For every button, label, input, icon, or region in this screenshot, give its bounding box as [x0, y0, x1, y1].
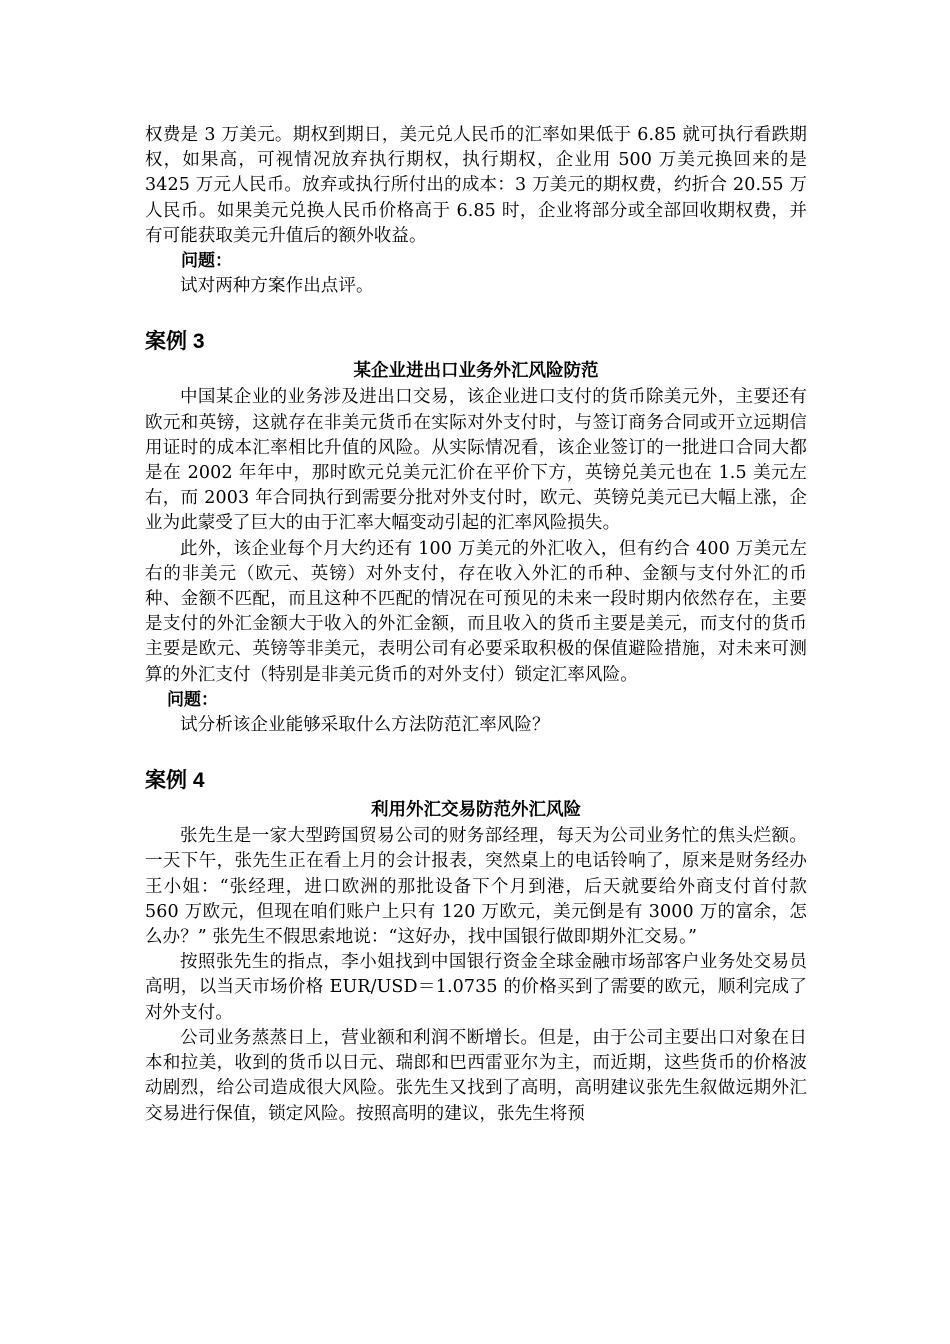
case4-paragraph-3: 公司业务蒸蒸日上，营业额和利润不断增长。但是，由于公司主要出口对象在日本和拉美，收到的货币以日元、瑞郎和巴西雷亚尔为主，而近期，这些货币的价格波动剧烈，给公司造成很大风险。张先生又找到了高明，高明建议张先生叙做远期外汇交易进行保值，锁定风险。按照高明的建议，张先生将预 [145, 1027, 807, 1124]
intro-paragraph: 权费是 3 万美元。期权到期日，美元兑人民币的汇率如果低于 6.85 就可执行看跌期权，如果高，可视情况放弃执行期权，执行期权，企业用 500 万美元换回来的是 3425 万元人民币。放弃或执行所付出的成本：3 万美元的期权费，约折合 20.55 万人民币。如果美元兑换人民币价格高于 6.85 时，企业将部分或全部回收期权费，并有可能获取美元升值后的额外收益。 [145, 125, 807, 246]
intro-question-label: 问题： [181, 251, 232, 272]
case4-title: 利用外汇交易防范外汇风险 [371, 800, 581, 821]
case4-heading: 案例 4 [145, 769, 205, 793]
case3-question: 试分析该企业能够采取什么方法防范汇率风险？ [180, 715, 550, 736]
section-gap [145, 299, 807, 327]
section-gap [145, 738, 807, 766]
case3-paragraph-2: 此外，该企业每个月大约还有 100 万美元的外汇收入，但有约合 400 万美元左右的非美元（欧元、英镑）对外支付，存在收入外汇的币种、金额与支付外汇的币种、金额不匹配，而且这种不匹配的情况在可预见的未来一段时期内依然存在，主要是支付的外汇金额大于收入的外汇金额，而且收入的货币主要是美元，而支付的货币主要是欧元、英镑等非美元，表明公司有必要采取积极的保值避险措施，对未来可测算的外汇支付（特别是非美元货币的对外支付）锁定汇率风险。 [145, 538, 807, 685]
document-page [145, 123, 807, 1127]
case4-paragraph-2: 按照张先生的指点，李小姐找到中国银行资金全球金融市场部客户业务处交易员高明，以当天市场价格 EUR/USD＝1.0735 的价格买到了需要的欧元，顺利完成了对外支付。 [145, 952, 807, 1023]
case3-heading: 案例 3 [145, 330, 205, 354]
intro-question: 试对两种方案作出点评。 [180, 276, 374, 297]
case3-question-label: 问题： [167, 689, 218, 710]
case3-title: 某企业进出口业务外汇风险防范 [353, 361, 599, 382]
case3-paragraph-1: 中国某企业的业务涉及进出口交易，该企业进口支付的货币除美元外，主要还有欧元和英镑，这就存在非美元货币在实际对外支付时，与签订商务合同或开立远期信用证时的成本汇率相比升值的风险。从实际情况看，该企业签订的一批进口合同大都是在 2002 年年中，那时欧元兑美元汇价在平价下方，英镑兑美元也在 1.5 美元左右，而 2003 年合同执行到需要分批对外支付时，欧元、英镑兑美元已大幅上涨，企业为此蒙受了巨大的由于汇率大幅变动引起的汇率风险损失。 [145, 387, 807, 534]
case4-paragraph-1: 张先生是一家大型跨国贸易公司的财务部经理，每天为公司业务忙的焦头烂额。一天下午，张先生正在看上月的会计报表，突然桌上的电话铃响了，原来是财务经办王小姐：“张经理，进口欧洲的那批设备下个月到港，后天就要给外商支付首付款 560 万欧元，但现在咱们账户上只有 120 万欧元，美元倒是有 3000 万的富余，怎么办？” 张先生不假思索地说：“这好办，找中国银行做即期外汇交易。” [145, 826, 807, 948]
